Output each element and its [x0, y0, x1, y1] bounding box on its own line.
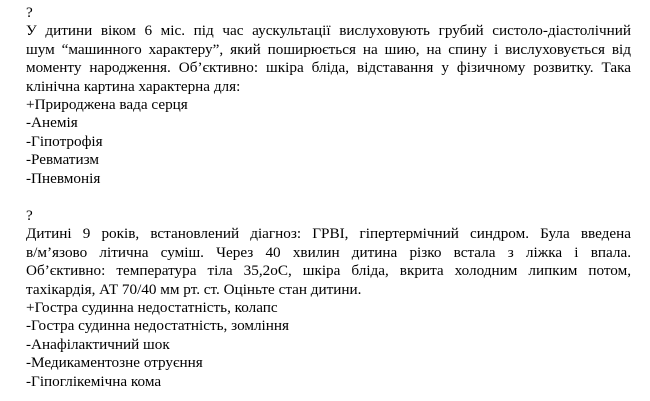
- question-block-2: [26, 207, 631, 391]
- answer-option: -Пневмонія: [26, 169, 101, 187]
- answer-option: -Гіпотрофія: [26, 132, 103, 150]
- answer-option: -Гіпоглікемічна кома: [26, 372, 162, 390]
- question-marker: ?: [26, 207, 33, 224]
- answer-option-correct: +Гостра судинна недостатність, колапс: [26, 299, 278, 317]
- question-stem-line: тахікардія, АТ 70/40 мм рт. ст. Оціньте стан дитини.: [26, 280, 362, 298]
- question-stem-line: моменту народження. Об’єктивно: шкіра бліда, відставання у фізичному розвитку. Така: [26, 59, 631, 77]
- question-stem-line: в/м’язово літична суміш. Через 40 хвилин дитина різко встала з ліжка і впала.: [26, 243, 631, 261]
- question-block-1: [26, 4, 631, 188]
- question-stem-line: Об’єктивно: температура тіла 35,2оС, шкіра бліда, вкрита холодним липким потом,: [26, 262, 631, 280]
- question-marker: ?: [26, 4, 33, 21]
- answer-option: -Медикаментозне отруєння: [26, 354, 203, 372]
- question-stem-line: У дитини віком 6 міс. під час аускультації вислуховують грубий систоло-діастолічний: [26, 22, 631, 40]
- question-stem-line: шум “машинного характеру”, який поширюється на шию, на спину і вислуховується від: [26, 40, 631, 58]
- question-stem-line: клінічна картина характерна для:: [26, 77, 241, 95]
- answer-option: -Анемія: [26, 114, 78, 132]
- question-stem-line: Дитині 9 років, встановлений діагноз: ГРВІ, гіпертермічний синдром. Була введена: [26, 225, 631, 243]
- answer-option: -Ревматизм: [26, 151, 99, 169]
- answer-option: -Гостра судинна недостатність, зомління: [26, 317, 290, 335]
- answer-option-correct: +Природжена вада серця: [26, 96, 188, 114]
- answer-option: -Анафілактичний шок: [26, 335, 170, 353]
